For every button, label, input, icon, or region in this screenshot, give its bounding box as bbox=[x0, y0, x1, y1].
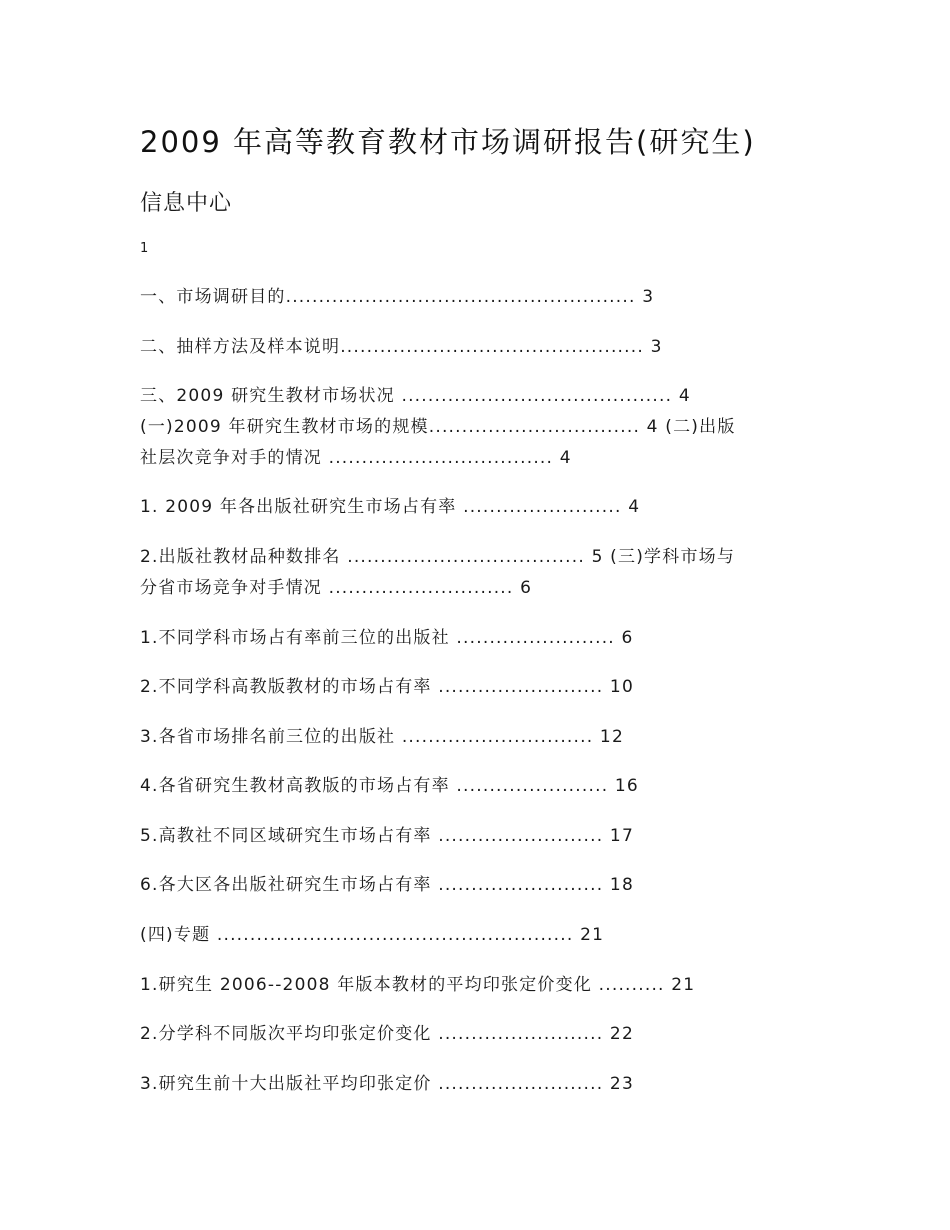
toc-entry[interactable]: 4.各省研究生教材高教版的市场占有率 ....................... 16 bbox=[140, 776, 639, 796]
toc-entry[interactable]: (四)专题 ...................................................... 21 bbox=[140, 925, 605, 945]
toc-entry[interactable]: 1. 2009 年各出版社研究生市场占有率 ........................ 4 bbox=[140, 497, 641, 517]
toc-entry[interactable]: 3.各省市场排名前三位的出版社 ............................. 12 bbox=[140, 727, 624, 747]
toc-entry[interactable]: 分省市场竞争对手情况 ............................ 6 bbox=[140, 578, 533, 598]
toc-entry[interactable]: (一)2009 年研究生教材市场的规模................................ 4 (二)出版 bbox=[140, 417, 736, 437]
toc-entry[interactable]: 2.分学科不同版次平均印张定价变化 ......................... 22 bbox=[140, 1024, 634, 1044]
toc-entry[interactable]: 二、抽样方法及样本说明.............................................. 3 bbox=[140, 337, 663, 357]
document-title: 2009 年高等教育教材市场调研报告(研究生) bbox=[140, 125, 756, 159]
toc-entry[interactable]: 3.研究生前十大出版社平均印张定价 ......................... 23 bbox=[140, 1074, 634, 1094]
toc-entry[interactable]: 2.出版社教材品种数排名 .................................... 5 (三)学科市场与 bbox=[140, 547, 736, 567]
toc-entry[interactable]: 2.不同学科高教版教材的市场占有率 ......................... 10 bbox=[140, 677, 634, 697]
page-number: 1 bbox=[140, 241, 149, 256]
toc-entry[interactable]: 5.高教社不同区域研究生市场占有率 ......................... 17 bbox=[140, 826, 634, 846]
toc-entry[interactable]: 1.研究生 2006--2008 年版本教材的平均印张定价变化 .......... 21 bbox=[140, 975, 696, 995]
toc-entry[interactable]: 1.不同学科市场占有率前三位的出版社 ........................ 6 bbox=[140, 628, 634, 648]
toc-entry[interactable]: 6.各大区各出版社研究生市场占有率 ......................... 18 bbox=[140, 875, 634, 895]
toc-entry[interactable]: 三、2009 研究生教材市场状况 ......................................... 4 bbox=[140, 386, 691, 406]
document-subtitle: 信息中心 bbox=[140, 191, 233, 216]
toc-entry[interactable]: 社层次竞争对手的情况 .................................. 4 bbox=[140, 448, 572, 468]
toc-entry[interactable]: 一、市场调研目的..................................................... 3 bbox=[140, 287, 655, 307]
